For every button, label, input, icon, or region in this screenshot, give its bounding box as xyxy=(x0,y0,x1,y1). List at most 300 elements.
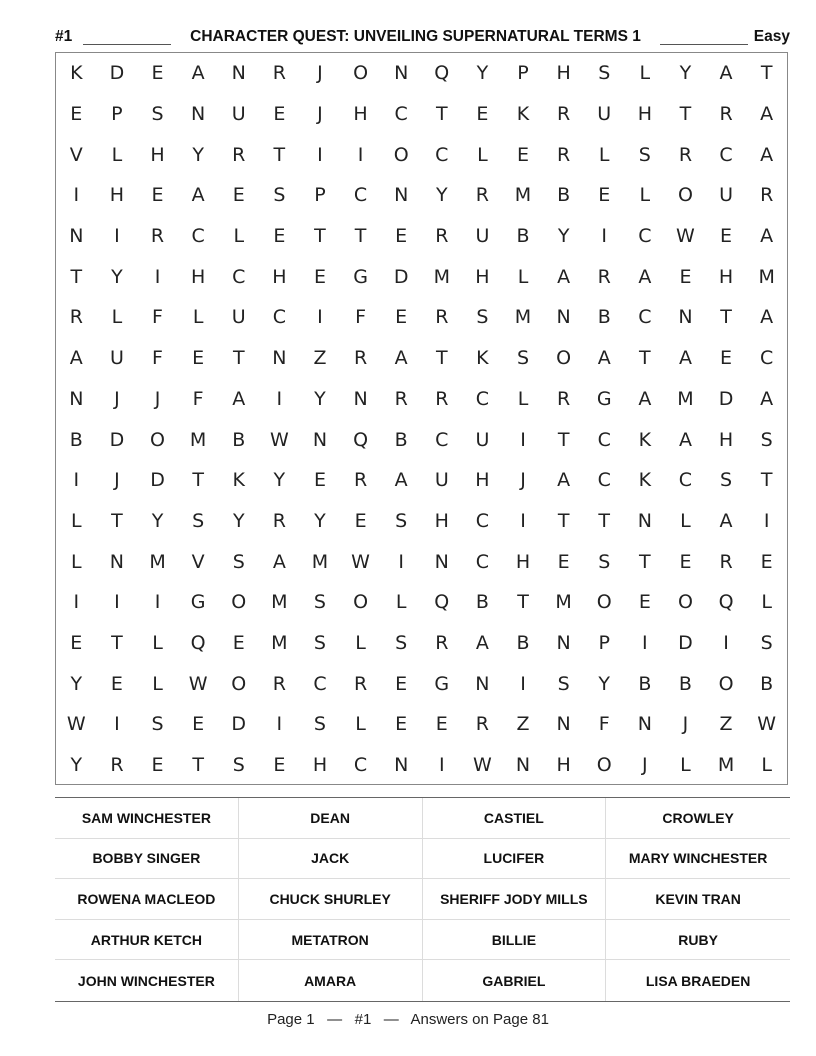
grid-cell[interactable]: Y xyxy=(598,672,611,695)
grid-cell[interactable]: A xyxy=(719,509,733,532)
grid-cell[interactable]: S xyxy=(151,713,164,736)
grid-cell[interactable]: N xyxy=(191,103,206,126)
grid-cell[interactable]: A xyxy=(760,225,774,248)
grid-cell[interactable]: E xyxy=(313,265,326,288)
grid-cell[interactable]: A xyxy=(760,103,774,126)
grid-cell[interactable]: T xyxy=(557,428,570,451)
grid-cell[interactable]: T xyxy=(111,631,123,654)
grid-cell[interactable]: J xyxy=(154,387,161,410)
grid-cell[interactable]: Q xyxy=(718,591,734,614)
grid-cell[interactable]: A xyxy=(760,387,774,410)
grid-cell[interactable]: R xyxy=(557,103,571,126)
grid-cell[interactable]: J xyxy=(520,469,526,492)
grid-cell[interactable]: S xyxy=(760,428,773,451)
grid-cell[interactable]: W xyxy=(269,428,289,451)
grid-cell[interactable]: C xyxy=(475,509,490,532)
grid-cell[interactable]: L xyxy=(395,591,407,614)
grid-cell[interactable]: N xyxy=(637,509,652,532)
grid-cell[interactable]: I xyxy=(73,469,80,492)
grid-cell[interactable]: A xyxy=(719,62,733,85)
grid-cell[interactable]: E xyxy=(395,713,408,736)
grid-cell[interactable]: A xyxy=(272,550,286,573)
grid-cell[interactable]: Q xyxy=(190,631,206,654)
grid-cell[interactable]: Z xyxy=(313,347,327,370)
grid-cell[interactable]: U xyxy=(475,428,490,451)
grid-cell[interactable]: Y xyxy=(111,265,123,288)
grid-cell[interactable]: R xyxy=(557,387,571,410)
grid-cell[interactable]: L xyxy=(680,509,691,532)
grid-cell[interactable]: S xyxy=(232,754,245,777)
grid-cell[interactable]: E xyxy=(70,103,83,126)
grid-cell[interactable]: Y xyxy=(192,143,204,166)
grid-cell[interactable]: T xyxy=(70,265,83,288)
grid-cell[interactable]: I xyxy=(114,225,120,248)
grid-cell[interactable]: Y xyxy=(314,509,326,532)
grid-cell[interactable]: T xyxy=(435,347,448,370)
grid-cell[interactable]: E xyxy=(598,184,611,207)
grid-cell[interactable]: I xyxy=(154,265,161,288)
grid-cell[interactable]: H xyxy=(312,754,328,777)
grid-cell[interactable]: E xyxy=(720,225,733,248)
grid-cell[interactable]: R xyxy=(232,143,246,166)
grid-cell[interactable]: J xyxy=(317,62,323,85)
grid-cell[interactable]: W xyxy=(188,672,208,695)
grid-cell[interactable]: R xyxy=(150,225,165,248)
grid-cell[interactable]: Q xyxy=(434,62,450,85)
grid-cell[interactable]: I xyxy=(154,591,161,614)
grid-cell[interactable]: H xyxy=(718,265,734,288)
grid-cell[interactable]: T xyxy=(517,591,529,614)
grid-cell[interactable]: D xyxy=(718,387,734,410)
grid-cell[interactable]: O xyxy=(596,591,612,614)
grid-cell[interactable]: I xyxy=(114,591,120,614)
grid-cell[interactable]: Y xyxy=(70,672,83,695)
grid-cell[interactable]: L xyxy=(680,754,691,777)
grid-cell[interactable]: E xyxy=(273,754,286,777)
grid-cell[interactable]: F xyxy=(598,713,610,736)
grid-cell[interactable]: U xyxy=(231,103,246,126)
grid-cell[interactable]: Y xyxy=(679,62,692,85)
grid-cell[interactable]: E xyxy=(192,347,205,370)
grid-cell[interactable]: K xyxy=(516,103,530,126)
grid-cell[interactable]: D xyxy=(393,265,409,288)
grid-cell[interactable]: N xyxy=(678,306,693,329)
grid-cell[interactable]: E xyxy=(760,550,773,573)
grid-cell[interactable]: B xyxy=(638,672,652,695)
grid-cell[interactable]: N xyxy=(109,550,125,573)
grid-cell[interactable]: H xyxy=(637,103,652,126)
grid-cell[interactable]: F xyxy=(152,347,163,370)
grid-cell[interactable]: L xyxy=(477,143,488,166)
grid-cell[interactable]: L xyxy=(111,143,123,166)
grid-cell[interactable]: S xyxy=(395,509,408,532)
grid-cell[interactable]: L xyxy=(761,754,772,777)
grid-cell[interactable]: I xyxy=(520,428,526,451)
grid-cell[interactable]: I xyxy=(73,184,80,207)
grid-cell[interactable]: S xyxy=(516,347,530,370)
grid-cell[interactable]: O xyxy=(677,184,693,207)
grid-cell[interactable]: N xyxy=(394,62,409,85)
grid-cell[interactable]: W xyxy=(473,754,492,777)
grid-cell[interactable]: U xyxy=(597,103,612,126)
grid-cell[interactable]: R xyxy=(110,754,124,777)
grid-cell[interactable]: R xyxy=(272,62,286,85)
grid-cell[interactable]: I xyxy=(520,672,526,695)
grid-cell[interactable]: E xyxy=(70,631,83,654)
grid-cell[interactable]: V xyxy=(191,550,205,573)
grid-cell[interactable]: F xyxy=(192,387,204,410)
grid-cell[interactable]: I xyxy=(520,509,526,532)
grid-cell[interactable]: H xyxy=(190,265,206,288)
grid-cell[interactable]: R xyxy=(475,713,489,736)
grid-cell[interactable]: E xyxy=(557,550,570,573)
grid-cell[interactable]: S xyxy=(760,631,773,654)
grid-cell[interactable]: E xyxy=(679,265,692,288)
grid-cell[interactable]: L xyxy=(111,306,123,329)
grid-cell[interactable]: K xyxy=(638,428,652,451)
grid-cell[interactable]: E xyxy=(192,713,205,736)
grid-cell[interactable]: T xyxy=(720,306,732,329)
grid-cell[interactable]: B xyxy=(516,631,530,654)
grid-cell[interactable]: A xyxy=(191,62,205,85)
grid-cell[interactable]: P xyxy=(111,103,123,126)
grid-cell[interactable]: I xyxy=(357,143,364,166)
grid-cell[interactable]: Y xyxy=(476,62,489,85)
grid-cell[interactable]: I xyxy=(642,631,648,654)
grid-cell[interactable]: B xyxy=(597,306,611,329)
grid-cell[interactable]: P xyxy=(314,184,326,207)
grid-cell[interactable]: R xyxy=(272,509,286,532)
grid-cell[interactable]: Y xyxy=(435,184,448,207)
grid-cell[interactable]: E xyxy=(638,591,651,614)
grid-cell[interactable]: R xyxy=(69,306,83,329)
grid-cell[interactable]: R xyxy=(353,672,368,695)
grid-cell[interactable]: R xyxy=(353,347,368,370)
grid-cell[interactable]: R xyxy=(719,103,733,126)
grid-cell[interactable]: T xyxy=(435,103,448,126)
grid-cell[interactable]: N xyxy=(434,550,449,573)
grid-cell[interactable]: I xyxy=(763,509,770,532)
grid-cell[interactable]: I xyxy=(398,550,404,573)
grid-cell[interactable]: C xyxy=(435,428,449,451)
grid-cell[interactable]: E xyxy=(395,225,408,248)
grid-cell[interactable]: E xyxy=(151,62,164,85)
grid-cell[interactable]: B xyxy=(394,428,408,451)
grid-cell[interactable]: B xyxy=(69,428,83,451)
grid-cell[interactable]: T xyxy=(639,347,651,370)
grid-cell[interactable]: A xyxy=(638,265,652,288)
grid-cell[interactable]: M xyxy=(514,306,532,329)
grid-cell[interactable]: T xyxy=(111,509,123,532)
grid-cell[interactable]: O xyxy=(556,347,572,370)
grid-cell[interactable]: N xyxy=(272,347,287,370)
grid-cell[interactable]: P xyxy=(598,631,610,654)
grid-cell[interactable]: L xyxy=(355,631,366,654)
grid-cell[interactable]: A xyxy=(394,347,408,370)
grid-cell[interactable]: R xyxy=(435,631,449,654)
grid-cell[interactable]: S xyxy=(151,103,164,126)
grid-cell[interactable]: R xyxy=(435,387,449,410)
grid-cell[interactable]: O xyxy=(596,754,612,777)
grid-cell[interactable]: T xyxy=(760,469,773,492)
grid-cell[interactable]: D xyxy=(231,713,247,736)
grid-cell[interactable]: S xyxy=(720,469,733,492)
grid-cell[interactable]: Y xyxy=(557,225,570,248)
grid-cell[interactable]: O xyxy=(677,591,693,614)
grid-cell[interactable]: N xyxy=(394,754,409,777)
grid-cell[interactable]: I xyxy=(276,713,283,736)
grid-cell[interactable]: I xyxy=(114,713,120,736)
grid-cell[interactable]: H xyxy=(109,184,125,207)
grid-cell[interactable]: M xyxy=(271,591,288,614)
grid-cell[interactable]: E xyxy=(151,754,164,777)
grid-cell[interactable]: E xyxy=(476,103,489,126)
grid-cell[interactable]: R xyxy=(557,143,571,166)
grid-cell[interactable]: M xyxy=(677,387,694,410)
grid-cell[interactable]: T xyxy=(273,143,286,166)
grid-cell[interactable]: T xyxy=(679,103,692,126)
grid-cell[interactable]: A xyxy=(597,347,611,370)
grid-cell[interactable]: K xyxy=(70,62,83,85)
grid-cell[interactable]: T xyxy=(192,469,204,492)
grid-cell[interactable]: I xyxy=(317,306,323,329)
grid-cell[interactable]: L xyxy=(639,184,651,207)
grid-cell[interactable]: C xyxy=(760,347,774,370)
grid-cell[interactable]: V xyxy=(69,143,83,166)
grid-cell[interactable]: L xyxy=(192,306,204,329)
grid-cell[interactable]: S xyxy=(192,509,205,532)
grid-cell[interactable]: E xyxy=(313,469,326,492)
grid-cell[interactable]: T xyxy=(557,509,570,532)
grid-cell[interactable]: O xyxy=(231,672,247,695)
grid-cell[interactable]: C xyxy=(638,225,652,248)
grid-cell[interactable]: T xyxy=(639,550,651,573)
grid-cell[interactable]: U xyxy=(231,306,246,329)
grid-cell[interactable]: A xyxy=(394,469,408,492)
grid-cell[interactable]: N xyxy=(312,428,328,451)
grid-cell[interactable]: A xyxy=(760,306,774,329)
grid-cell[interactable]: L xyxy=(598,143,610,166)
grid-cell[interactable]: R xyxy=(597,265,611,288)
grid-cell[interactable]: N xyxy=(556,631,571,654)
grid-cell[interactable]: Q xyxy=(434,591,450,614)
grid-cell[interactable]: L xyxy=(517,387,529,410)
grid-cell[interactable]: R xyxy=(435,225,449,248)
grid-cell[interactable]: I xyxy=(438,754,445,777)
grid-cell[interactable]: D xyxy=(109,62,125,85)
grid-cell[interactable]: A xyxy=(678,428,692,451)
grid-cell[interactable]: M xyxy=(149,550,166,573)
grid-cell[interactable]: N xyxy=(69,387,84,410)
grid-cell[interactable]: A xyxy=(475,631,489,654)
grid-cell[interactable]: C xyxy=(272,306,286,329)
grid-cell[interactable]: R xyxy=(678,143,693,166)
grid-cell[interactable]: C xyxy=(719,143,733,166)
grid-cell[interactable]: U xyxy=(434,469,449,492)
grid-cell[interactable]: I xyxy=(276,387,283,410)
grid-cell[interactable]: D xyxy=(150,469,165,492)
grid-cell[interactable]: H xyxy=(434,509,449,532)
grid-cell[interactable]: C xyxy=(597,428,611,451)
grid-cell[interactable]: S xyxy=(598,550,611,573)
grid-cell[interactable]: H xyxy=(515,550,531,573)
grid-cell[interactable]: R xyxy=(475,184,489,207)
grid-cell[interactable]: U xyxy=(109,347,124,370)
grid-cell[interactable]: C xyxy=(353,754,368,777)
grid-cell[interactable]: R xyxy=(760,184,774,207)
grid-cell[interactable]: S xyxy=(313,631,326,654)
grid-cell[interactable]: Y xyxy=(70,754,83,777)
grid-cell[interactable]: M xyxy=(433,265,450,288)
grid-cell[interactable]: E xyxy=(720,347,733,370)
grid-cell[interactable]: J xyxy=(317,103,323,126)
grid-cell[interactable]: H xyxy=(150,143,165,166)
grid-cell[interactable]: D xyxy=(678,631,693,654)
grid-cell[interactable]: K xyxy=(476,347,489,370)
grid-cell[interactable]: C xyxy=(475,387,490,410)
grid-cell[interactable]: Z xyxy=(719,713,733,736)
grid-cell[interactable]: J xyxy=(114,387,120,410)
grid-cell[interactable]: E xyxy=(435,713,448,736)
grid-cell[interactable]: M xyxy=(311,550,329,573)
grid-cell[interactable]: K xyxy=(638,469,652,492)
grid-cell[interactable]: M xyxy=(717,754,735,777)
grid-cell[interactable]: S xyxy=(638,143,651,166)
grid-cell[interactable]: L xyxy=(761,591,772,614)
grid-cell[interactable]: G xyxy=(190,591,206,614)
grid-cell[interactable]: T xyxy=(192,754,204,777)
grid-cell[interactable]: B xyxy=(760,672,774,695)
grid-cell[interactable]: B xyxy=(232,428,246,451)
grid-cell[interactable]: N xyxy=(515,754,531,777)
grid-cell[interactable]: E xyxy=(151,184,164,207)
grid-cell[interactable]: W xyxy=(351,550,370,573)
grid-cell[interactable]: W xyxy=(676,225,695,248)
grid-cell[interactable]: M xyxy=(189,428,207,451)
grid-cell[interactable]: A xyxy=(638,387,652,410)
grid-cell[interactable]: M xyxy=(271,631,288,654)
grid-cell[interactable]: E xyxy=(232,184,245,207)
grid-cell[interactable]: C xyxy=(435,143,449,166)
grid-cell[interactable]: N xyxy=(637,713,652,736)
grid-cell[interactable]: G xyxy=(434,672,450,695)
grid-cell[interactable]: A xyxy=(191,184,205,207)
grid-cell[interactable]: L xyxy=(233,225,245,248)
grid-cell[interactable]: O xyxy=(150,428,165,451)
grid-cell[interactable]: O xyxy=(353,62,369,85)
grid-cell[interactable]: F xyxy=(152,306,163,329)
grid-cell[interactable]: U xyxy=(719,184,734,207)
grid-cell[interactable]: E xyxy=(110,672,123,695)
grid-cell[interactable]: E xyxy=(679,550,692,573)
grid-cell[interactable]: C xyxy=(638,306,652,329)
grid-cell[interactable]: A xyxy=(69,347,83,370)
grid-cell[interactable]: J xyxy=(114,469,120,492)
grid-cell[interactable]: N xyxy=(394,184,409,207)
grid-cell[interactable]: L xyxy=(152,631,163,654)
grid-cell[interactable]: E xyxy=(273,103,286,126)
grid-cell[interactable]: S xyxy=(232,550,245,573)
grid-cell[interactable]: A xyxy=(557,265,571,288)
grid-cell[interactable]: A xyxy=(232,387,246,410)
grid-cell[interactable]: J xyxy=(642,754,648,777)
grid-cell[interactable]: Q xyxy=(353,428,369,451)
grid-cell[interactable]: G xyxy=(596,387,612,410)
grid-cell[interactable]: R xyxy=(435,306,449,329)
grid-cell[interactable]: L xyxy=(71,509,82,532)
grid-cell[interactable]: S xyxy=(313,713,326,736)
grid-cell[interactable]: T xyxy=(760,62,773,85)
grid-cell[interactable]: C xyxy=(678,469,693,492)
grid-cell[interactable]: E xyxy=(273,225,286,248)
grid-cell[interactable]: R xyxy=(272,672,286,695)
grid-cell[interactable]: L xyxy=(355,713,366,736)
grid-cell[interactable]: Y xyxy=(232,509,245,532)
grid-cell[interactable]: S xyxy=(313,591,326,614)
grid-cell[interactable]: I xyxy=(723,631,729,654)
grid-cell[interactable]: Y xyxy=(273,469,286,492)
grid-cell[interactable]: A xyxy=(760,143,774,166)
grid-cell[interactable]: T xyxy=(232,347,245,370)
grid-cell[interactable]: C xyxy=(394,103,408,126)
grid-cell[interactable]: H xyxy=(272,265,287,288)
grid-cell[interactable]: H xyxy=(556,62,571,85)
grid-cell[interactable]: N xyxy=(69,225,84,248)
grid-cell[interactable]: A xyxy=(678,347,692,370)
grid-cell[interactable]: N xyxy=(231,62,246,85)
grid-cell[interactable]: C xyxy=(475,550,490,573)
grid-cell[interactable]: W xyxy=(757,713,777,736)
grid-cell[interactable]: E xyxy=(354,509,367,532)
grid-cell[interactable]: R xyxy=(719,550,733,573)
grid-cell[interactable]: B xyxy=(475,591,489,614)
grid-cell[interactable]: B xyxy=(516,225,530,248)
grid-cell[interactable]: H xyxy=(475,265,490,288)
grid-cell[interactable]: C xyxy=(232,265,246,288)
grid-cell[interactable]: N xyxy=(353,387,368,410)
grid-cell[interactable]: S xyxy=(476,306,489,329)
grid-cell[interactable]: H xyxy=(556,754,571,777)
grid-cell[interactable]: J xyxy=(682,713,689,736)
grid-cell[interactable]: K xyxy=(232,469,245,492)
grid-cell[interactable]: N xyxy=(475,672,490,695)
grid-cell[interactable]: L xyxy=(517,265,529,288)
grid-cell[interactable]: U xyxy=(475,225,490,248)
grid-cell[interactable]: C xyxy=(353,184,368,207)
grid-cell[interactable]: M xyxy=(514,184,532,207)
grid-cell[interactable]: E xyxy=(232,631,245,654)
grid-cell[interactable]: E xyxy=(517,143,530,166)
grid-cell[interactable]: L xyxy=(71,550,82,573)
grid-cell[interactable]: L xyxy=(152,672,163,695)
grid-cell[interactable]: O xyxy=(353,591,369,614)
grid-cell[interactable]: S xyxy=(273,184,286,207)
grid-cell[interactable]: H xyxy=(475,469,490,492)
grid-cell[interactable]: W xyxy=(66,713,86,736)
grid-cell[interactable]: E xyxy=(395,672,408,695)
grid-cell[interactable]: N xyxy=(556,713,571,736)
grid-cell[interactable]: H xyxy=(718,428,734,451)
grid-cell[interactable]: F xyxy=(355,306,367,329)
grid-cell[interactable]: Y xyxy=(151,509,164,532)
grid-cell[interactable]: I xyxy=(73,591,80,614)
grid-cell[interactable]: O xyxy=(393,143,409,166)
grid-cell[interactable]: R xyxy=(353,469,368,492)
grid-cell[interactable]: M xyxy=(758,265,775,288)
grid-cell[interactable]: N xyxy=(556,306,571,329)
grid-cell[interactable]: S xyxy=(395,631,408,654)
grid-cell[interactable]: I xyxy=(317,143,323,166)
